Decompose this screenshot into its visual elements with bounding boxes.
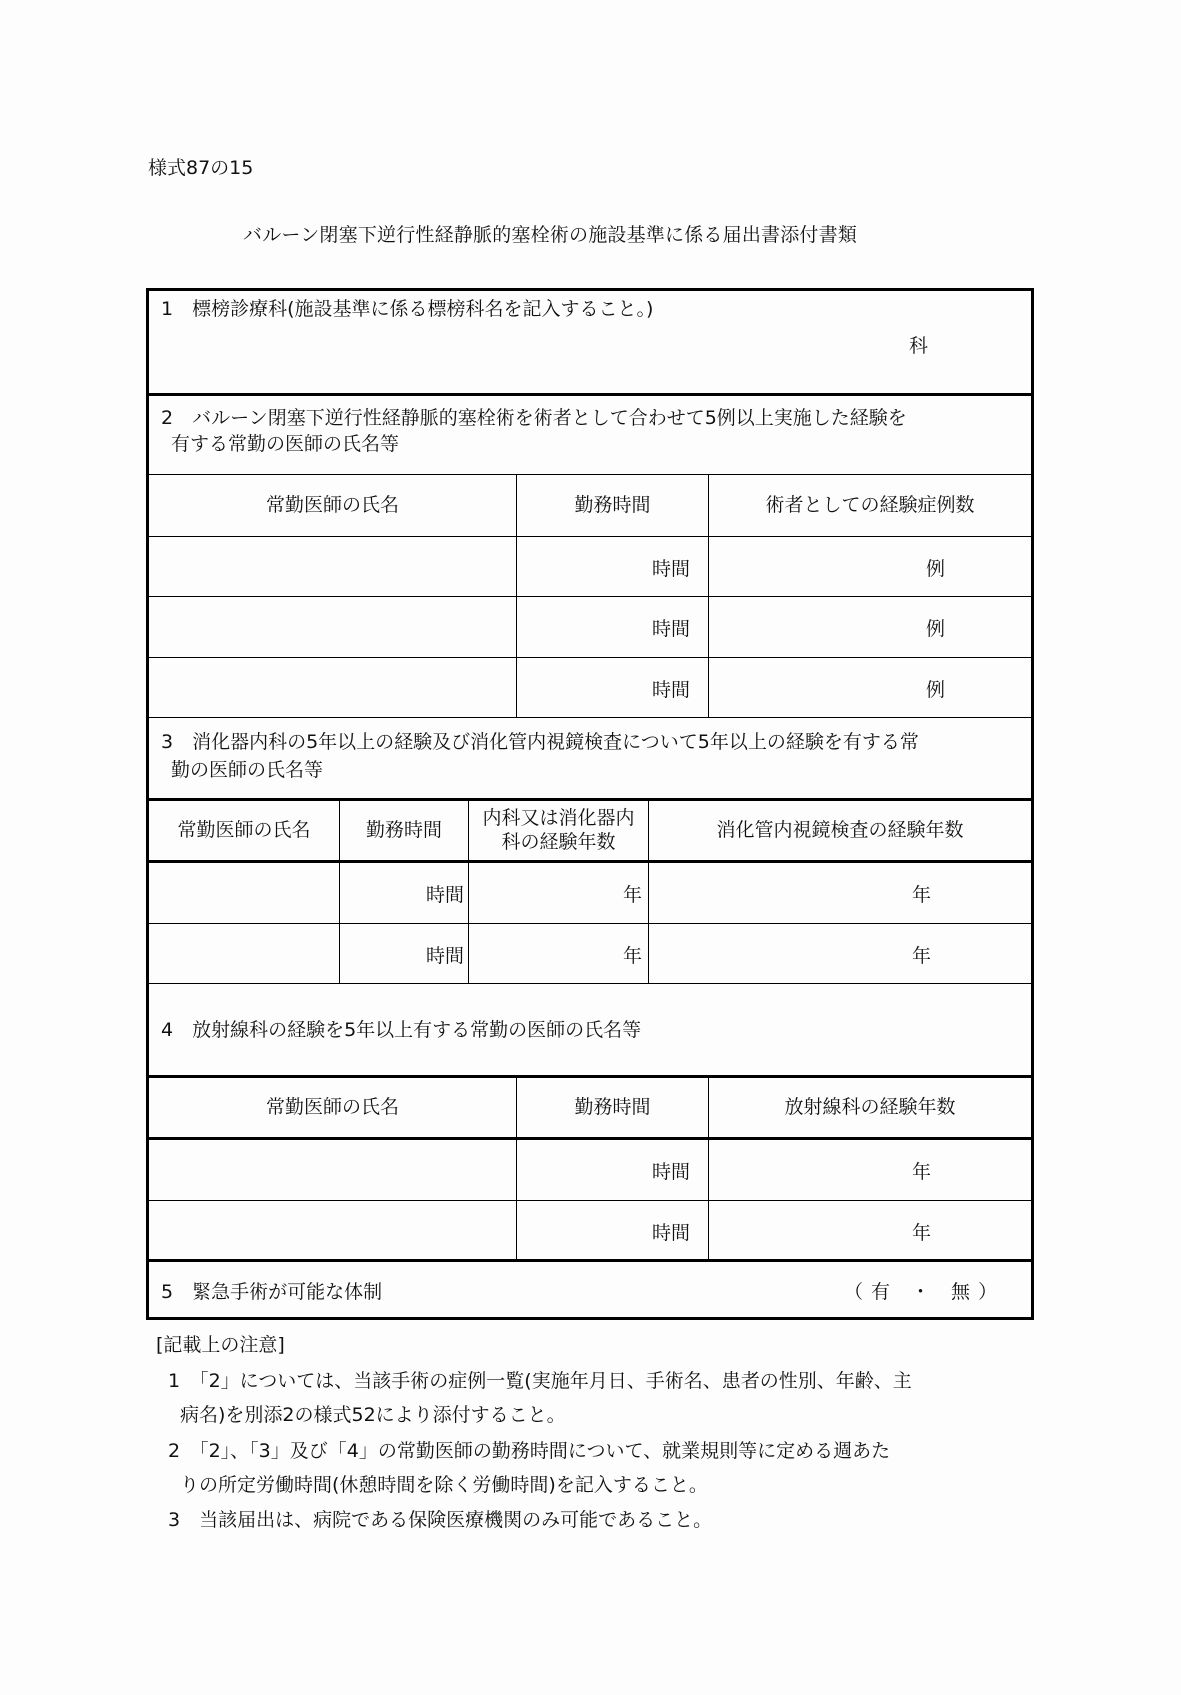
hours-unit: 時間 [651,678,690,701]
cases-unit: 例 [925,678,945,701]
section2-row1-cases[interactable] [709,537,945,597]
section2-row1-name-input[interactable] [149,537,516,597]
hours-unit: 時間 [425,944,464,967]
hours-unit: 時間 [651,1221,690,1244]
years-unit: 年 [911,944,931,967]
section2-row3-name-input[interactable] [149,658,516,718]
section3-row2-endoscopy-years[interactable] [649,924,931,984]
section3-row1-hours[interactable] [340,863,464,923]
section3-row2-hours[interactable] [340,924,464,984]
document-title: バルーン閉塞下逆行性経静脈的塞栓術の施設基準に係る届出書添付書類 [243,224,858,246]
section3-col-internal-years [469,801,648,861]
header-line: 内科又は消化器内 [482,807,635,830]
section4-row2-radiology-years[interactable] [709,1201,931,1261]
section3-row1-name-input[interactable] [149,863,339,923]
notes-heading: [記載上の注意] [156,1334,285,1356]
section2-row2-hours[interactable] [517,597,690,658]
section2-row2-name-input[interactable] [149,597,516,658]
section2-col-hours: 勤務時間 [574,494,651,517]
section3-heading-line2: 勤の医師の氏名等 [171,759,324,781]
note-line: 2 「2」、「3」及び「4」の常勤医師の勤務時間について、就業規則等に定める週あた [168,1440,891,1462]
note-line: 病名)を別添2の様式52により添付すること。 [180,1404,566,1426]
header-line: 科の経験年数 [501,831,616,853]
section2-row1-hours[interactable] [517,537,690,597]
section1-unit: 科 [909,335,929,357]
section2-row3-cases[interactable] [709,658,945,718]
section1-heading: 1 標榜診療科(施設基準に係る標榜科名を記入すること。) [161,298,654,320]
note-line: 3 当該届出は、病院である保険医療機関のみ可能であること。 [168,1509,713,1531]
years-unit: 年 [911,883,931,906]
section3-col-hours: 勤務時間 [365,819,442,842]
section3-row2-internal-years[interactable] [469,924,642,984]
section3-col-endoscopy-years: 消化管内視鏡検査の経験年数 [716,819,964,842]
section5-heading: 5 緊急手術が可能な体制 [161,1281,383,1303]
years-unit: 年 [911,1160,931,1183]
note-line: りの所定労働時間(休憩時間を除く労働時間)を記入すること。 [180,1474,708,1496]
cases-unit: 例 [925,557,945,580]
section4-col-hours: 勤務時間 [574,1096,651,1119]
years-unit: 年 [622,883,642,906]
section2-col-name: 常勤医師の氏名 [265,494,399,517]
hours-unit: 時間 [651,618,690,640]
section3-row1-internal-years[interactable] [469,863,642,923]
section4-col-radiology-years: 放射線科の経験年数 [784,1096,956,1119]
form-number: 様式87の15 [148,157,254,179]
section1-department-input[interactable] [167,331,857,391]
hours-unit: 時間 [651,1160,690,1183]
section2-row3-hours[interactable] [517,658,690,718]
section4-row1-radiology-years[interactable] [709,1140,931,1200]
cases-unit: 例 [925,618,945,640]
divider [149,983,1031,984]
divider [149,393,1031,396]
section4-col-name: 常勤医師の氏名 [265,1096,399,1119]
section4-row2-name-input[interactable] [149,1201,516,1261]
section4-row2-hours[interactable] [517,1201,690,1261]
section2-heading-line2: 有する常勤の医師の氏名等 [171,433,400,455]
section2-col-cases: 術者としての経験症例数 [765,494,975,517]
section2-heading-line1: 2 バルーン閉塞下逆行性経静脈的塞栓術を術者として合わせて5例以上実施した経験を [161,407,907,429]
application-form-table [146,288,1034,1320]
section3-heading-line1: 3 消化器内科の5年以上の経験及び消化管内視鏡検査について5年以上の経験を有する常 [161,731,919,753]
years-unit: 年 [622,944,642,967]
section3-col-name: 常勤医師の氏名 [177,819,311,842]
section4-heading: 4 放射線科の経験を5年以上有する常勤の医師の氏名等 [161,1019,642,1041]
years-unit: 年 [911,1221,931,1244]
section3-row2-name-input[interactable] [149,924,339,984]
hours-unit: 時間 [651,557,690,580]
section2-row2-cases[interactable] [709,597,945,658]
section4-row1-name-input[interactable] [149,1140,516,1200]
note-line: 1 「2」については、当該手術の症例一覧(実施年月日、手術名、患者の性別、年齢、主 [168,1370,912,1392]
section5-availability-choice[interactable]: （ 有 ・ 無 ） [844,1281,999,1303]
divider [149,1259,1031,1262]
hours-unit: 時間 [425,883,464,906]
section4-row1-hours[interactable] [517,1140,690,1200]
divider [149,717,1031,718]
section3-row1-endoscopy-years[interactable] [649,863,931,923]
